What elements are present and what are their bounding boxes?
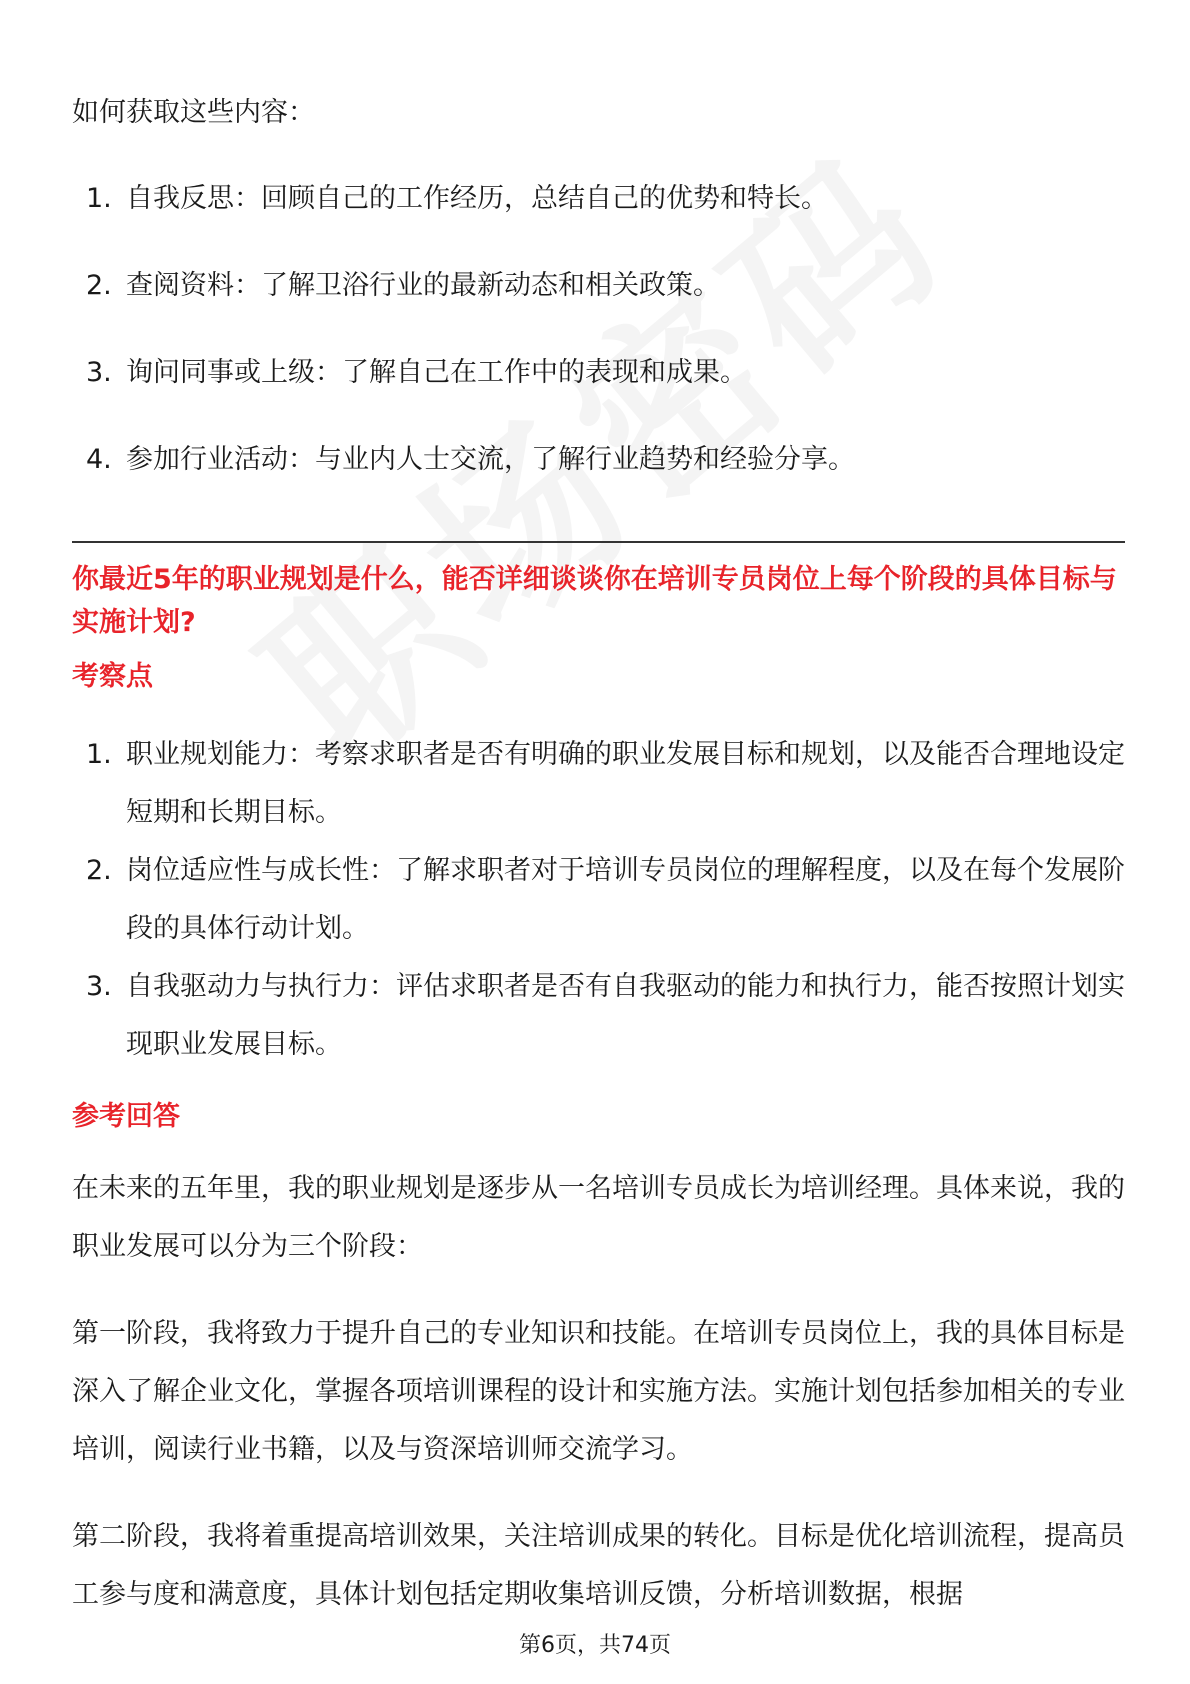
list-text: 职业规划能力：考察求职者是否有明确的职业发展目标和规划，以及能否合理地设定短期和长期目标。 <box>126 739 1125 828</box>
list-number: 3. <box>86 971 112 1002</box>
intro-text: 如何获取这些内容： <box>72 97 315 128</box>
reference-answer-label: 参考回答 <box>72 1101 180 1132</box>
list-number: 4. <box>86 444 112 475</box>
list-text: 自我反思：回顾自己的工作经历，总结自己的优势和特长。 <box>126 183 828 214</box>
list-number: 1. <box>86 183 112 214</box>
acquisition-list <box>72 178 855 526</box>
assessment-points-list <box>72 726 1125 1074</box>
question-heading: 你最近5年的职业规划是什么，能否详细谈谈你在培训专员岗位上每个阶段的具体目标与实施计划? <box>72 564 1117 638</box>
list-item <box>72 352 855 394</box>
list-text: 自我驱动力与执行力：评估求职者是否有自我驱动的能力和执行力，能否按照计划实现职业发展目标。 <box>126 971 1125 1060</box>
list-item <box>72 842 1125 958</box>
list-number: 2. <box>86 270 112 301</box>
list-number: 1. <box>86 739 112 770</box>
answer-paragraph: 第一阶段，我将致力于提升自己的专业知识和技能。在培训专员岗位上，我的具体目标是深入了解企业文化，掌握各项培训课程的设计和实施方法。实施计划包括参加相关的专业培训，阅读行业书籍，以及与资深培训师交流学习。 <box>72 1318 1125 1465</box>
assessment-points-label: 考察点 <box>72 661 153 692</box>
list-text: 查阅资料：了解卫浴行业的最新动态和相关政策。 <box>126 270 720 301</box>
list-item <box>72 726 1125 842</box>
page-number: 第6页，共74页 <box>519 1633 671 1658</box>
section-divider <box>72 541 1125 543</box>
list-text: 岗位适应性与成长性：了解求职者对于培训专员岗位的理解程度，以及在每个发展阶段的具体行动计划。 <box>126 855 1125 944</box>
list-item <box>72 265 855 307</box>
list-item <box>72 439 855 481</box>
list-item <box>72 958 1125 1074</box>
list-number: 3. <box>86 357 112 388</box>
list-item <box>72 178 855 220</box>
list-text: 询问同事或上级：了解自己在工作中的表现和成果。 <box>126 357 747 388</box>
list-number: 2. <box>86 855 112 886</box>
answer-paragraph: 第二阶段，我将着重提高培训效果，关注培训成果的转化。目标是优化培训流程，提高员工参与度和满意度，具体计划包括定期收集培训反馈，分析培训数据，根据 <box>72 1521 1125 1610</box>
list-text: 参加行业活动：与业内人士交流，了解行业趋势和经验分享。 <box>126 444 855 475</box>
answer-paragraph: 在未来的五年里，我的职业规划是逐步从一名培训专员成长为培训经理。具体来说，我的职业发展可以分为三个阶段： <box>72 1173 1125 1262</box>
